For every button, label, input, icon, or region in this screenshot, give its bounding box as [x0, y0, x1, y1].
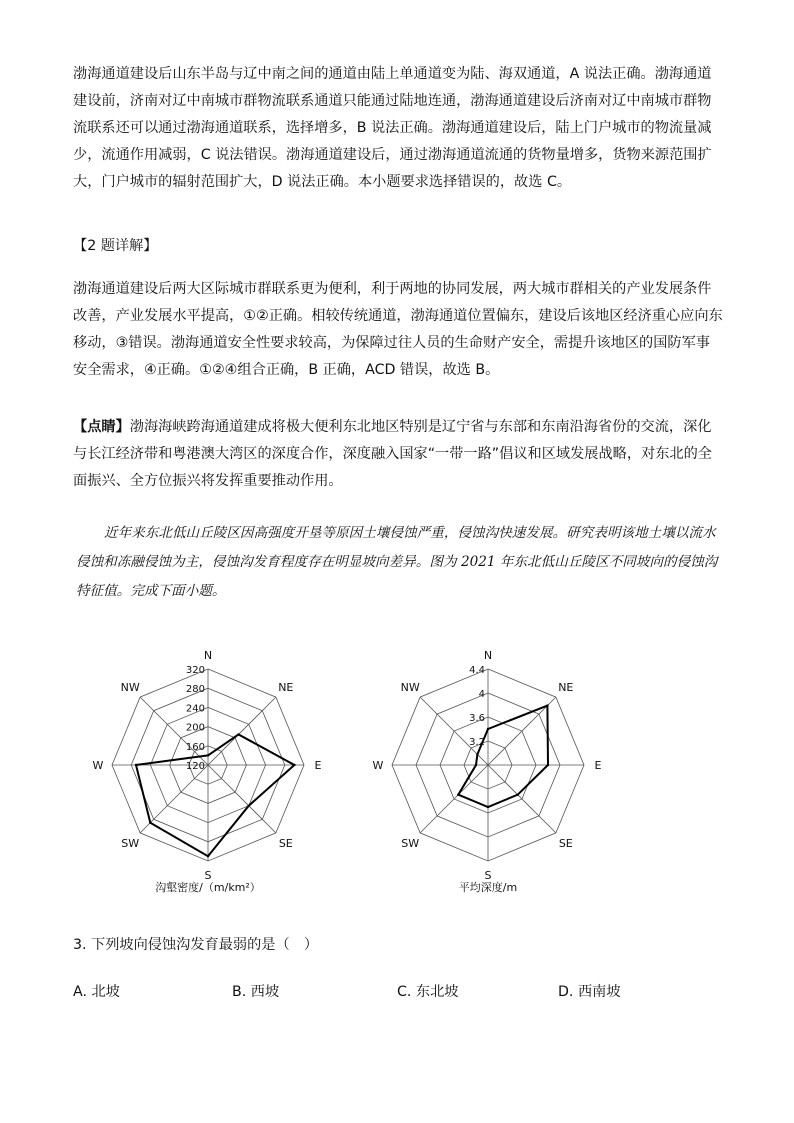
answer-paragraph-1: 渤海通道建设后山东半岛与辽中南之间的通道由陆上单通道变为陆、海双通道，A 说法正确。渤海通道建设前，济南对辽中南城市群物流联系通道只能通过陆地连通，渤海通道建设后济南对辽中南城市群物流联系还可以通过渤海通道联系，选择增多，B 说法正确。渤海通道建设后，陆上门户城市的物流量减少，流通作用减弱，C 说法错误。渤海通道建设后，通过渤海通道流通的货物量增多，货物来源范围扩大，门户城市的辐射范围扩大，D 说法正确。本小题要求选择错误的，故选 C。 — [73, 66, 712, 190]
tick-label-1: 160 — [185, 741, 205, 753]
tick-label-0: 3.2 — [469, 737, 485, 748]
tick-label-2: 200 — [185, 722, 205, 734]
tick-label-3: 240 — [185, 703, 205, 715]
data-point-E — [293, 764, 295, 766]
direction-label-N: N — [203, 649, 213, 662]
direction-label-E: E — [314, 759, 322, 772]
option-c[interactable]: C. 东北坡 — [397, 984, 459, 1000]
tick-label-2: 4 — [478, 689, 485, 700]
data-point-SE — [248, 805, 250, 807]
section-heading-q2: 【2 题详解】 — [73, 238, 158, 254]
tick-label-0: 120 — [185, 761, 205, 772]
tick-label-1: 3.6 — [469, 713, 485, 724]
direction-label-SE: SE — [558, 836, 573, 850]
radar-chart-average-depth — [366, 645, 616, 895]
direction-label-SE: SE — [278, 836, 293, 850]
direction-label-SW: SW — [121, 836, 140, 850]
data-point-NE — [546, 704, 548, 706]
data-point-S — [487, 806, 489, 808]
direction-label-E: E — [594, 759, 602, 772]
data-point-W — [475, 764, 477, 766]
direction-label-NW: NW — [120, 681, 140, 695]
data-point-NW — [476, 753, 478, 755]
data-point-S — [207, 855, 209, 857]
data-series-line — [136, 734, 294, 856]
data-point-NW — [198, 755, 200, 757]
axis-label: 平均深度/m — [458, 881, 518, 894]
direction-label-W: W — [372, 759, 384, 772]
data-point-E — [547, 764, 549, 766]
tip-paragraph — [73, 414, 723, 495]
radar-chart-gully-density — [86, 645, 336, 895]
tick-label-5: 320 — [185, 665, 205, 676]
direction-label-NW: NW — [400, 681, 420, 695]
data-point-NE — [237, 733, 239, 735]
option-a[interactable]: A. 北坡 — [73, 984, 120, 1000]
data-point-SW — [149, 821, 151, 823]
direction-label-NE: NE — [278, 681, 294, 695]
material-paragraph: 近年来东北低山丘陵区因高强度开垦等原因土壤侵蚀严重，侵蚀沟快速发展。研究表明该地土壤以流水侵蚀和冻融侵蚀为主，侵蚀沟发育程度存在明显坡向差异。图为 2021 年东北低山丘陵区不同坡向的侵蚀沟特征值。完成下面小题。 — [76, 525, 718, 599]
tip-text: 渤海海峡跨海通道建成将极大便利东北地区特别是辽宁省与东部和东南沿海省份的交流，深化与长江经济带和粤港澳大湾区的深度合作，深度融入国家“一带一路”倡议和区域发展战略，对东北的全面振兴、全方位振兴将发挥重要推动作用。 — [73, 419, 712, 489]
data-point-W — [135, 764, 137, 766]
tip-label: 【点睛】 — [73, 419, 130, 435]
direction-label-S: S — [484, 869, 492, 882]
data-point-SW — [457, 793, 459, 795]
direction-label-N: N — [483, 649, 493, 662]
axis-label: 沟壑密度/（m/km²） — [155, 881, 261, 894]
data-point-N — [207, 754, 209, 756]
tick-label-3: 4.4 — [469, 665, 485, 676]
direction-label-S: S — [204, 869, 212, 882]
option-d[interactable]: D. 西南坡 — [558, 984, 621, 1000]
answer-paragraph-2: 渤海通道建设后两大区际城市群联系更为便利，利于两地的协同发展，两大城市群相关的产业发展条件改善，产业发展水平提高，①②正确。相较传统通道，渤海通道位置偏东，建设后该地区经济重心应向东移动，③错误。渤海通道安全性要求较高，为保障过往人员的生命财产安全，需提升该地区的国防军事安全需求，④正确。①②④组合正确，B 正确，ACD 错误，故选 B。 — [73, 281, 723, 378]
direction-label-NE: NE — [558, 681, 574, 695]
direction-label-W: W — [92, 759, 104, 772]
data-point-SE — [516, 793, 518, 795]
direction-label-SW: SW — [401, 836, 420, 850]
data-point-N — [487, 728, 489, 730]
question-stem: 3. 下列坡向侵蚀沟发育最弱的是（ ） — [73, 937, 319, 953]
tick-label-4: 280 — [185, 684, 205, 696]
option-b[interactable]: B. 西坡 — [232, 984, 280, 1000]
